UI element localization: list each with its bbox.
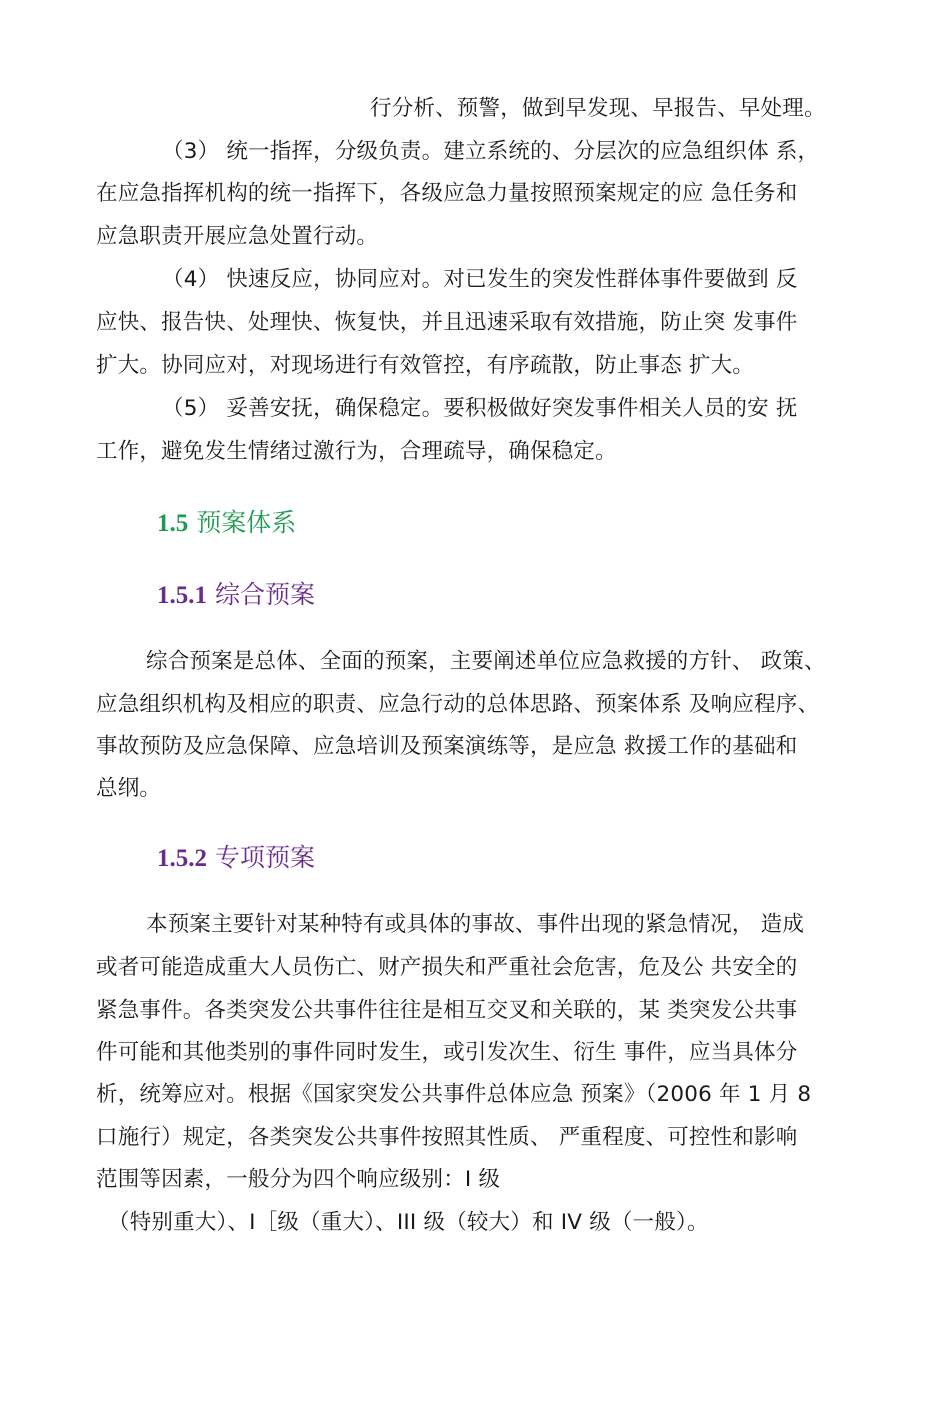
paragraph-5-line-1: （5） 妥善安抚，确保稳定。要积极做好突发事件相关人员的安 抚 xyxy=(162,396,798,421)
heading-1-5-1 xyxy=(157,579,315,612)
section-1-5-2-line-6: 口施行）规定，各类突发公共事件按照其性质、 严重程度、可控性和影响 xyxy=(96,1125,798,1150)
section-1-5-2-line-7: 范围等因素，一般分为四个响应级别：I 级 xyxy=(96,1167,501,1192)
section-1-5-2-line-5: 析，统筹应对。根据《国家突发公共事件总体应急 预案》（2006 年 1 月 8 xyxy=(96,1082,812,1107)
heading-1-5-2-title: 专项预案 xyxy=(214,843,315,872)
section-1-5-1-line-4: 总纲。 xyxy=(96,776,162,801)
heading-1-5-1-title: 综合预案 xyxy=(214,580,315,609)
section-1-5-1-line-1: 综合预案是总体、全面的预案，主要阐述单位应急救援的方针、 政策、 xyxy=(146,649,826,674)
paragraph-3-line-2: 在应急指挥机构的统一指挥下，各级应急力量按照预案规定的应 急任务和 xyxy=(96,181,798,206)
section-1-5-1-line-3: 事故预防及应急保障、应急培训及预案演练等，是应急 救援工作的基础和 xyxy=(96,734,798,759)
heading-1-5-number: 1.5 xyxy=(157,510,189,537)
section-1-5-2-line-4: 件可能和其他类别的事件同时发生，或引发次生、衍生 事件，应当具体分 xyxy=(96,1040,798,1065)
paragraph-5-line-2: 工作，避免发生情绪过激行为，合理疏导，确保稳定。 xyxy=(96,439,617,464)
section-1-5-1-line-2: 应急组织机构及相应的职责、应急行动的总体思路、预案体系 及响应程序、 xyxy=(96,692,820,717)
section-1-5-2-line-3: 紧急事件。各类突发公共事件往往是相互交叉和关联的，某 类突发公共事 xyxy=(96,998,798,1023)
paragraph-3-line-1: （3） 统一指挥，分级负责。建立系统的、分层次的应急组织体 系， xyxy=(162,139,820,164)
heading-1-5-2-number: 1.5.2 xyxy=(157,845,207,872)
paragraph-2-tail: 行分析、预警，做到早发现、早报告、早处理。 xyxy=(370,96,826,121)
section-1-5-2-line-2: 或者可能造成重大人员伤亡、财产损失和严重社会危害，危及公 共安全的 xyxy=(96,955,798,980)
paragraph-4-line-3: 扩大。协同应对，对现场进行有效管控，有序疏散，防止事态 扩大。 xyxy=(96,353,755,378)
heading-1-5-2 xyxy=(157,842,315,875)
section-1-5-2-line-8: （特别重大）、I［级（重大）、III 级（较大）和 IV 级（一般）。 xyxy=(108,1210,709,1235)
paragraph-4-line-1: （4） 快速反应，协同应对。对已发生的突发性群体事件要做到 反 xyxy=(162,267,798,292)
heading-1-5 xyxy=(157,507,296,540)
heading-1-5-1-number: 1.5.1 xyxy=(157,582,207,609)
section-1-5-2-line-1: 本预案主要针对某种特有或具体的事故、事件出现的紧急情况， 造成 xyxy=(146,912,805,937)
paragraph-4-line-2: 应快、报告快、处理快、恢复快，并且迅速采取有效措施，防止突 发事件 xyxy=(96,310,798,335)
paragraph-3-line-3: 应急职责开展应急处置行动。 xyxy=(96,224,379,249)
heading-1-5-title: 预案体系 xyxy=(196,508,297,537)
